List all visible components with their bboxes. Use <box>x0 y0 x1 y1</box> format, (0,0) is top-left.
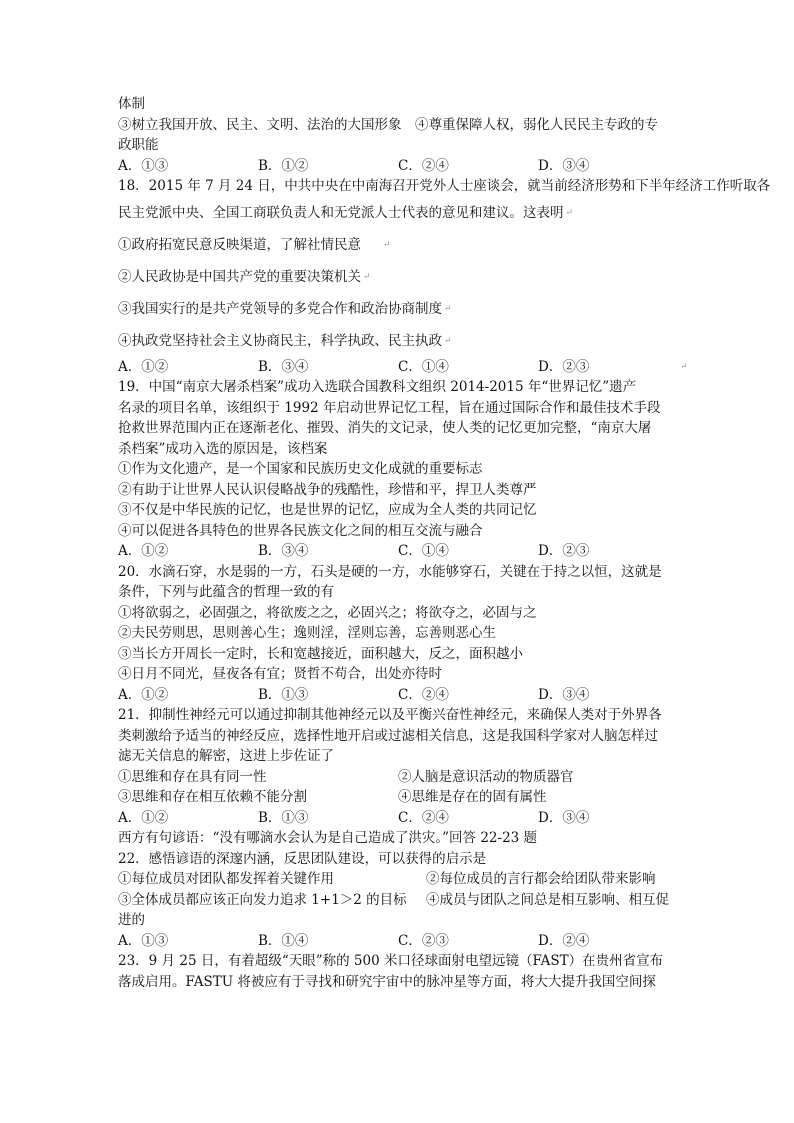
q22-item: ④成员与团队之间总是相互影响、相互促 <box>426 891 669 908</box>
q21-item: ③思维和存在相互依赖不能分割 <box>118 789 307 805</box>
q22-item-cont: 进的 <box>118 912 145 928</box>
q21-option-d: D．③④ <box>538 809 590 826</box>
paragraph-mark: ↵ <box>444 303 452 314</box>
q21-item-row <box>118 787 678 808</box>
q19-item: ①作为文化遗产，是一个国家和民族历史文化成就的重要标志 <box>118 461 483 477</box>
q20-option-d: D．③④ <box>538 686 590 703</box>
q18-item: ①政府拓宽民意反映渠道，了解社情民意 ↵ <box>118 236 391 253</box>
q20-stem: 条件，下列与此蕴含的哲理一致的有 <box>118 584 334 600</box>
q18-item: ③我国实行的是共产党领导的多党合作和政治协商制度 ↵ <box>118 300 452 317</box>
document-body <box>118 94 771 992</box>
q20-item: ③当长方开周长一定时，长和宽越接近，面积越大，反之，面积越小 <box>118 645 523 662</box>
q22-item-row <box>118 869 678 890</box>
q19-item: ②有助于让世界人民认识侵略战争的残酷性，珍惜和平，捍卫人类尊严 <box>118 481 537 498</box>
q19-option-b: B．③④ <box>258 543 309 559</box>
q22-option-d: D．②④ <box>538 932 590 949</box>
q22-option-c: C．②③ <box>398 932 449 949</box>
q19-stem: 杀档案”成功入选的原因是，该档案 <box>118 440 328 457</box>
q18-stem: 18．2015 年 7 月 24 日，中共中央在中南海召开党外人士座谈会，就当前经济形势和下半年经济工作听取各 <box>118 178 771 194</box>
paragraph-mark: ↵ <box>383 239 391 250</box>
q18-option-a: A．①② <box>118 358 169 375</box>
q17-option-a: A．①③ <box>118 157 169 174</box>
q17-option-c: C．②④ <box>398 157 449 174</box>
q20-item: ①将欲弱之，必固强之，将欲废之之，必固兴之；将欲夺之，必固与之 <box>118 604 537 621</box>
q22-item: ①每位成员对团队都发挥着关键作用 <box>118 871 334 887</box>
q20-stem: 20．水滴石穿，水是弱的一方，石头是硬的一方，水能够穿石，关键在于持之以恒，这就是 <box>118 563 662 580</box>
q21-item: ②人脑是意识活动的物质器官 <box>398 768 574 785</box>
q18-option-b: B．③④ <box>258 358 309 375</box>
q20-option-a: A．①② <box>118 686 169 703</box>
q22-item: ②每位成员的言行都会给团队带来影响 <box>426 871 656 887</box>
q17-item-line: ③树立我国开放、民主、文明、法治的大国形象 ④尊重保障人权，弱化人民民主专政的专 <box>118 116 658 133</box>
q17-options <box>118 156 678 177</box>
q19-options <box>118 541 678 562</box>
q22-option-a: A．①③ <box>118 932 169 949</box>
q21-option-b: B．①③ <box>258 809 309 826</box>
q20-option-b: B．①③ <box>258 686 309 703</box>
q23-stem: 落成启用。FASTU 将被应有于寻找和研究宇宙中的脉冲星等方面，将大大提升我国空间探 <box>118 973 656 990</box>
q19-stem: 19．中国“南京大屠杀档案”成功入选联合国教科文组织 2014-2015 年“世界记忆”遗产 <box>118 379 637 395</box>
q21-option-c: C．②④ <box>398 809 449 826</box>
q22-options <box>118 931 678 952</box>
q18-options <box>118 357 688 378</box>
paragraph-mark: ↵ <box>444 335 452 346</box>
q18-item: ④执政党坚持社会主义协商民主，科学执政、民主执政 ↵ <box>118 332 452 349</box>
q17-option-b: B．①② <box>258 157 309 174</box>
q19-item: ④可以促进各具特色的世界各民族文化之间的相互交流与融合 <box>118 522 483 539</box>
q18-option-c: C．①④ <box>398 358 449 375</box>
q19-option-a: A．①② <box>118 543 169 559</box>
q18-item: ②人民政协是中国共产党的重要决策机关 ↵ <box>118 268 371 285</box>
q19-item: ③不仅是中华民族的记忆，也是世界的记忆，应成为全人类的共同记忆 <box>118 502 537 518</box>
q22-stem: 22．感悟谚语的深邃内涵，反思团队建设，可以获得的启示是 <box>118 850 487 867</box>
q17-continuation: 体制 <box>118 96 145 112</box>
q18-option-d: D．②③ ↵ <box>538 357 678 378</box>
q22-option-b: B．①④ <box>258 932 309 949</box>
q21-item: ④思维是存在的固有属性 <box>398 789 547 805</box>
q21-stem: 滤无关信息的解密，这进上步佐证了 <box>118 748 334 764</box>
q21-option-a: A．①② <box>118 809 169 826</box>
q19-option-d: D．②③ <box>538 543 590 559</box>
q22-item-row <box>118 890 678 911</box>
q19-stem: 名录的项目名单，该组织于 1992 年启动世界记忆工程，旨在通过国际合作和最佳技术手段 <box>118 399 661 416</box>
q21-item: ①思维和存在具有同一性 <box>118 768 267 785</box>
q23-stem: 23．9 月 25 日，有着超级“天眼”称的 500 米口径球面射电望远镜（FAST）在贵州省宣布 <box>118 953 664 969</box>
q20-option-c: C．②④ <box>398 686 449 703</box>
q18-stem-line: 民主党派中央、全国工商联负责人和无党派人士代表的意见和建议。这表明 ↵ <box>118 204 574 221</box>
q19-option-c: C．①④ <box>398 543 449 559</box>
paragraph-mark: ↵ <box>363 271 371 282</box>
q21-options <box>118 808 678 829</box>
shared-material: 西方有句谚语：“没有哪滴水会认为是自己造成了洪灾。”回答 22-23 题 <box>118 830 538 846</box>
q17-item-line: 政职能 <box>118 137 159 153</box>
q21-stem: 21．抑制性神经元可以通过抑制其他神经元以及平衡兴奋性神经元，来确保人类对于外界各 <box>118 707 662 723</box>
q17-option-d: D．③④ <box>538 157 590 174</box>
q21-item-row <box>118 767 678 788</box>
paragraph-mark: ↵ <box>680 361 688 372</box>
q20-item: ④日月不同光，昼夜各有宜；贤哲不苟合，出处亦待时 <box>118 666 442 682</box>
paragraph-mark: ↵ <box>565 207 574 218</box>
q20-item: ②夫民劳则思，思则善心生；逸则淫，淫则忘善，忘善则恶心生 <box>118 625 496 641</box>
q19-stem: 抢救世界范围内正在逐渐老化、摧毁、消失的文记录，使人类的记忆更加完整，“南京大屠 <box>118 420 652 436</box>
q22-item: ③全体成员都应该正向发力追求 1+1＞2 的目标 <box>118 891 407 908</box>
q20-options <box>118 685 678 706</box>
q21-stem: 类刺激给予适当的神经反应，选择性地开启或过滤相关信息，这是我国科学家对人脑怎样过 <box>118 727 658 744</box>
